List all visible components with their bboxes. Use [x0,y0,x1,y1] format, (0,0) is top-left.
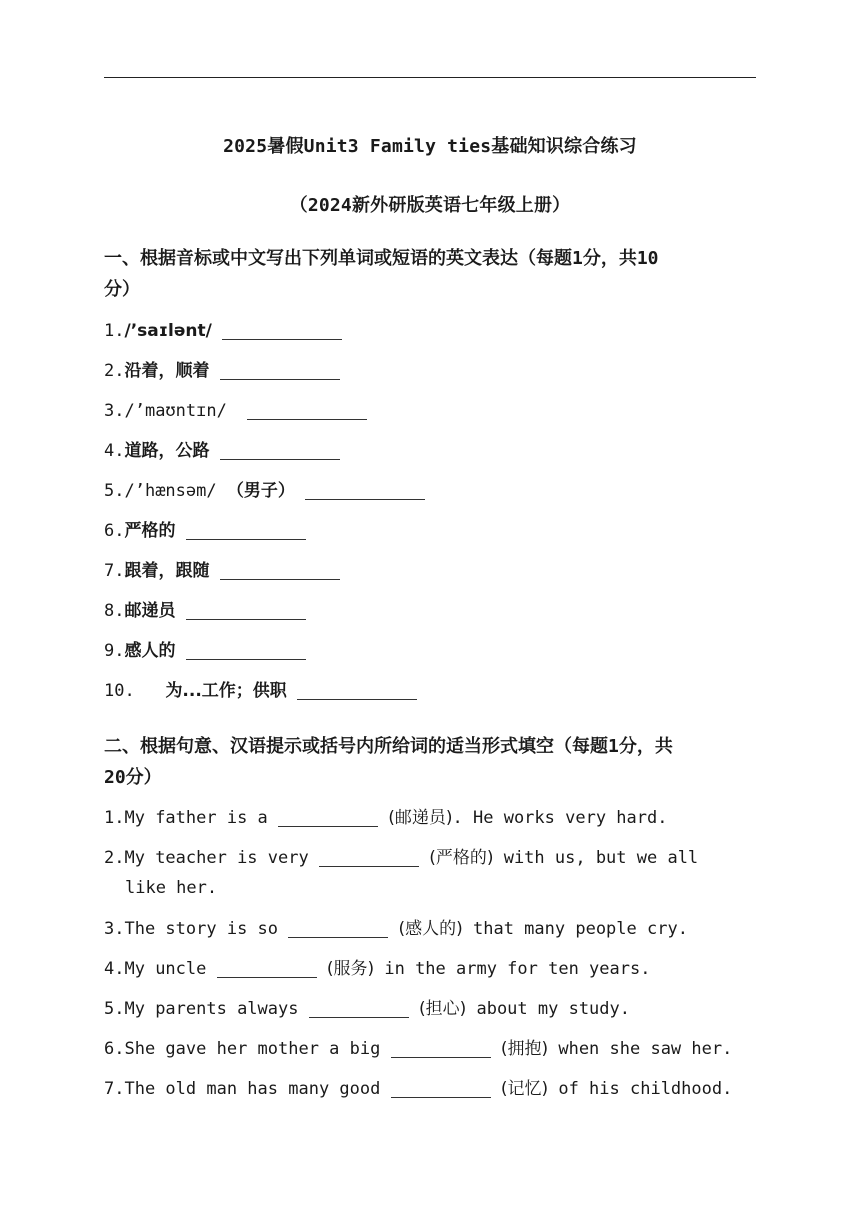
s1-item-3 [104,396,764,426]
hint-text: (严格的) [429,848,494,868]
answer-blank[interactable] [288,919,388,938]
item-number: 2. [104,848,125,868]
item-number: 7. [104,561,125,581]
item-number: 10. [104,681,135,701]
item-prompt: 邮递员 [124,601,176,621]
item-number: 6. [104,521,125,541]
s1-item-7 [104,556,764,586]
s1-item-9 [104,636,764,666]
sentence-end: . He works very hard. [452,808,668,828]
hint-text: (记忆) [500,1079,549,1099]
s1-item-2 [104,356,764,386]
item-prompt: 沿着，顺着 [124,361,210,381]
item-number: 5. [104,481,125,501]
item-number: 3. [104,401,125,421]
answer-blank[interactable] [220,561,340,580]
item-prompt: 严格的 [124,521,176,541]
hint-text: (服务) [326,959,375,979]
s1-item-1 [104,316,764,346]
answer-blank[interactable] [309,999,409,1018]
sentence-end: in the army for ten years. [374,959,651,979]
item-number: 9. [104,641,125,661]
item-number: 6. [104,1039,125,1059]
answer-blank[interactable] [186,641,306,660]
s2-item-5 [104,994,764,1024]
sentence-end: of his childhood. [548,1079,733,1099]
answer-blank[interactable] [305,481,425,500]
item-prompt: 感人的 [124,641,176,661]
item-prompt: 跟着，跟随 [124,561,210,581]
answer-blank[interactable] [220,361,340,380]
s1-item-8 [104,596,764,626]
sentence-end: that many people cry. [462,919,688,939]
item-number: 1. [104,321,125,341]
item-note: （男子） [226,481,295,501]
s1-item-5 [104,476,764,506]
item-prompt: 道路，公路 [124,441,210,461]
section2-heading [104,731,764,793]
s2-item-3 [104,914,764,944]
item-number: 7. [104,1079,125,1099]
answer-blank[interactable] [220,441,340,460]
answer-blank[interactable] [247,401,367,420]
sentence-end: when she saw her. [548,1039,733,1059]
header-rule [104,77,756,78]
s2-item-2 [104,843,764,873]
item-number: 2. [104,361,125,381]
answer-blank[interactable] [297,681,417,700]
answer-blank[interactable] [186,601,306,620]
hint-text: (担心) [418,999,467,1019]
section1-heading [104,243,764,305]
section1-heading-line2: 分） [104,279,140,300]
answer-blank[interactable] [391,1079,491,1098]
answer-blank[interactable] [217,959,317,978]
hint-text: (感人的) [398,919,463,939]
item-number: 5. [104,999,125,1019]
sentence-start: My parents always [124,999,309,1019]
item-prompt: /’maʊntɪn/ [124,401,227,421]
answer-blank[interactable] [391,1039,491,1058]
s1-item-10 [104,676,764,706]
sentence-start: My father is a [124,808,279,828]
sentence-start: The old man has many good [124,1079,391,1099]
s2-item-2-continuation: like her. [125,878,218,898]
answer-blank[interactable] [222,321,342,340]
s2-item-7 [104,1074,764,1104]
worksheet-subtitle: （2024新外研版英语七年级上册） [289,195,571,216]
sentence-start: The story is so [124,919,289,939]
sentence-start: My uncle [124,959,217,979]
section2-heading-line1: 二、根据句意、汉语提示或括号内所给词的适当形式填空（每题1分，共 [104,736,673,757]
sentence-start: She gave her mother a big [124,1039,391,1059]
section1-heading-line1: 一、根据音标或中文写出下列单词或短语的英文表达（每题1分，共10 [104,248,659,269]
s1-item-4 [104,436,764,466]
section2-heading-line2: 20分） [104,767,162,788]
item-number: 4. [104,441,125,461]
hint-text: (邮递员) [388,808,453,828]
answer-blank[interactable] [278,808,378,827]
item-number: 8. [104,601,125,621]
sentence-end: with us, but we all [493,848,699,868]
s2-item-4 [104,954,764,984]
hint-text: (拥抱) [500,1039,549,1059]
item-number: 4. [104,959,125,979]
item-prompt: 为...工作；供职 [165,681,287,701]
answer-blank[interactable] [319,848,419,867]
item-number: 1. [104,808,125,828]
answer-blank[interactable] [186,521,306,540]
s2-item-1 [104,803,764,833]
item-number: 3. [104,919,125,939]
worksheet-title: 2025暑假Unit3 Family ties基础知识综合练习 [223,136,637,157]
item-prompt: /’hænsəm/ [124,481,217,501]
item-prompt: /’saɪlənt/ [124,321,212,341]
sentence-end: about my study. [466,999,630,1019]
s2-item-6 [104,1034,764,1064]
s1-item-6 [104,516,764,546]
sentence-start: My teacher is very [124,848,319,868]
